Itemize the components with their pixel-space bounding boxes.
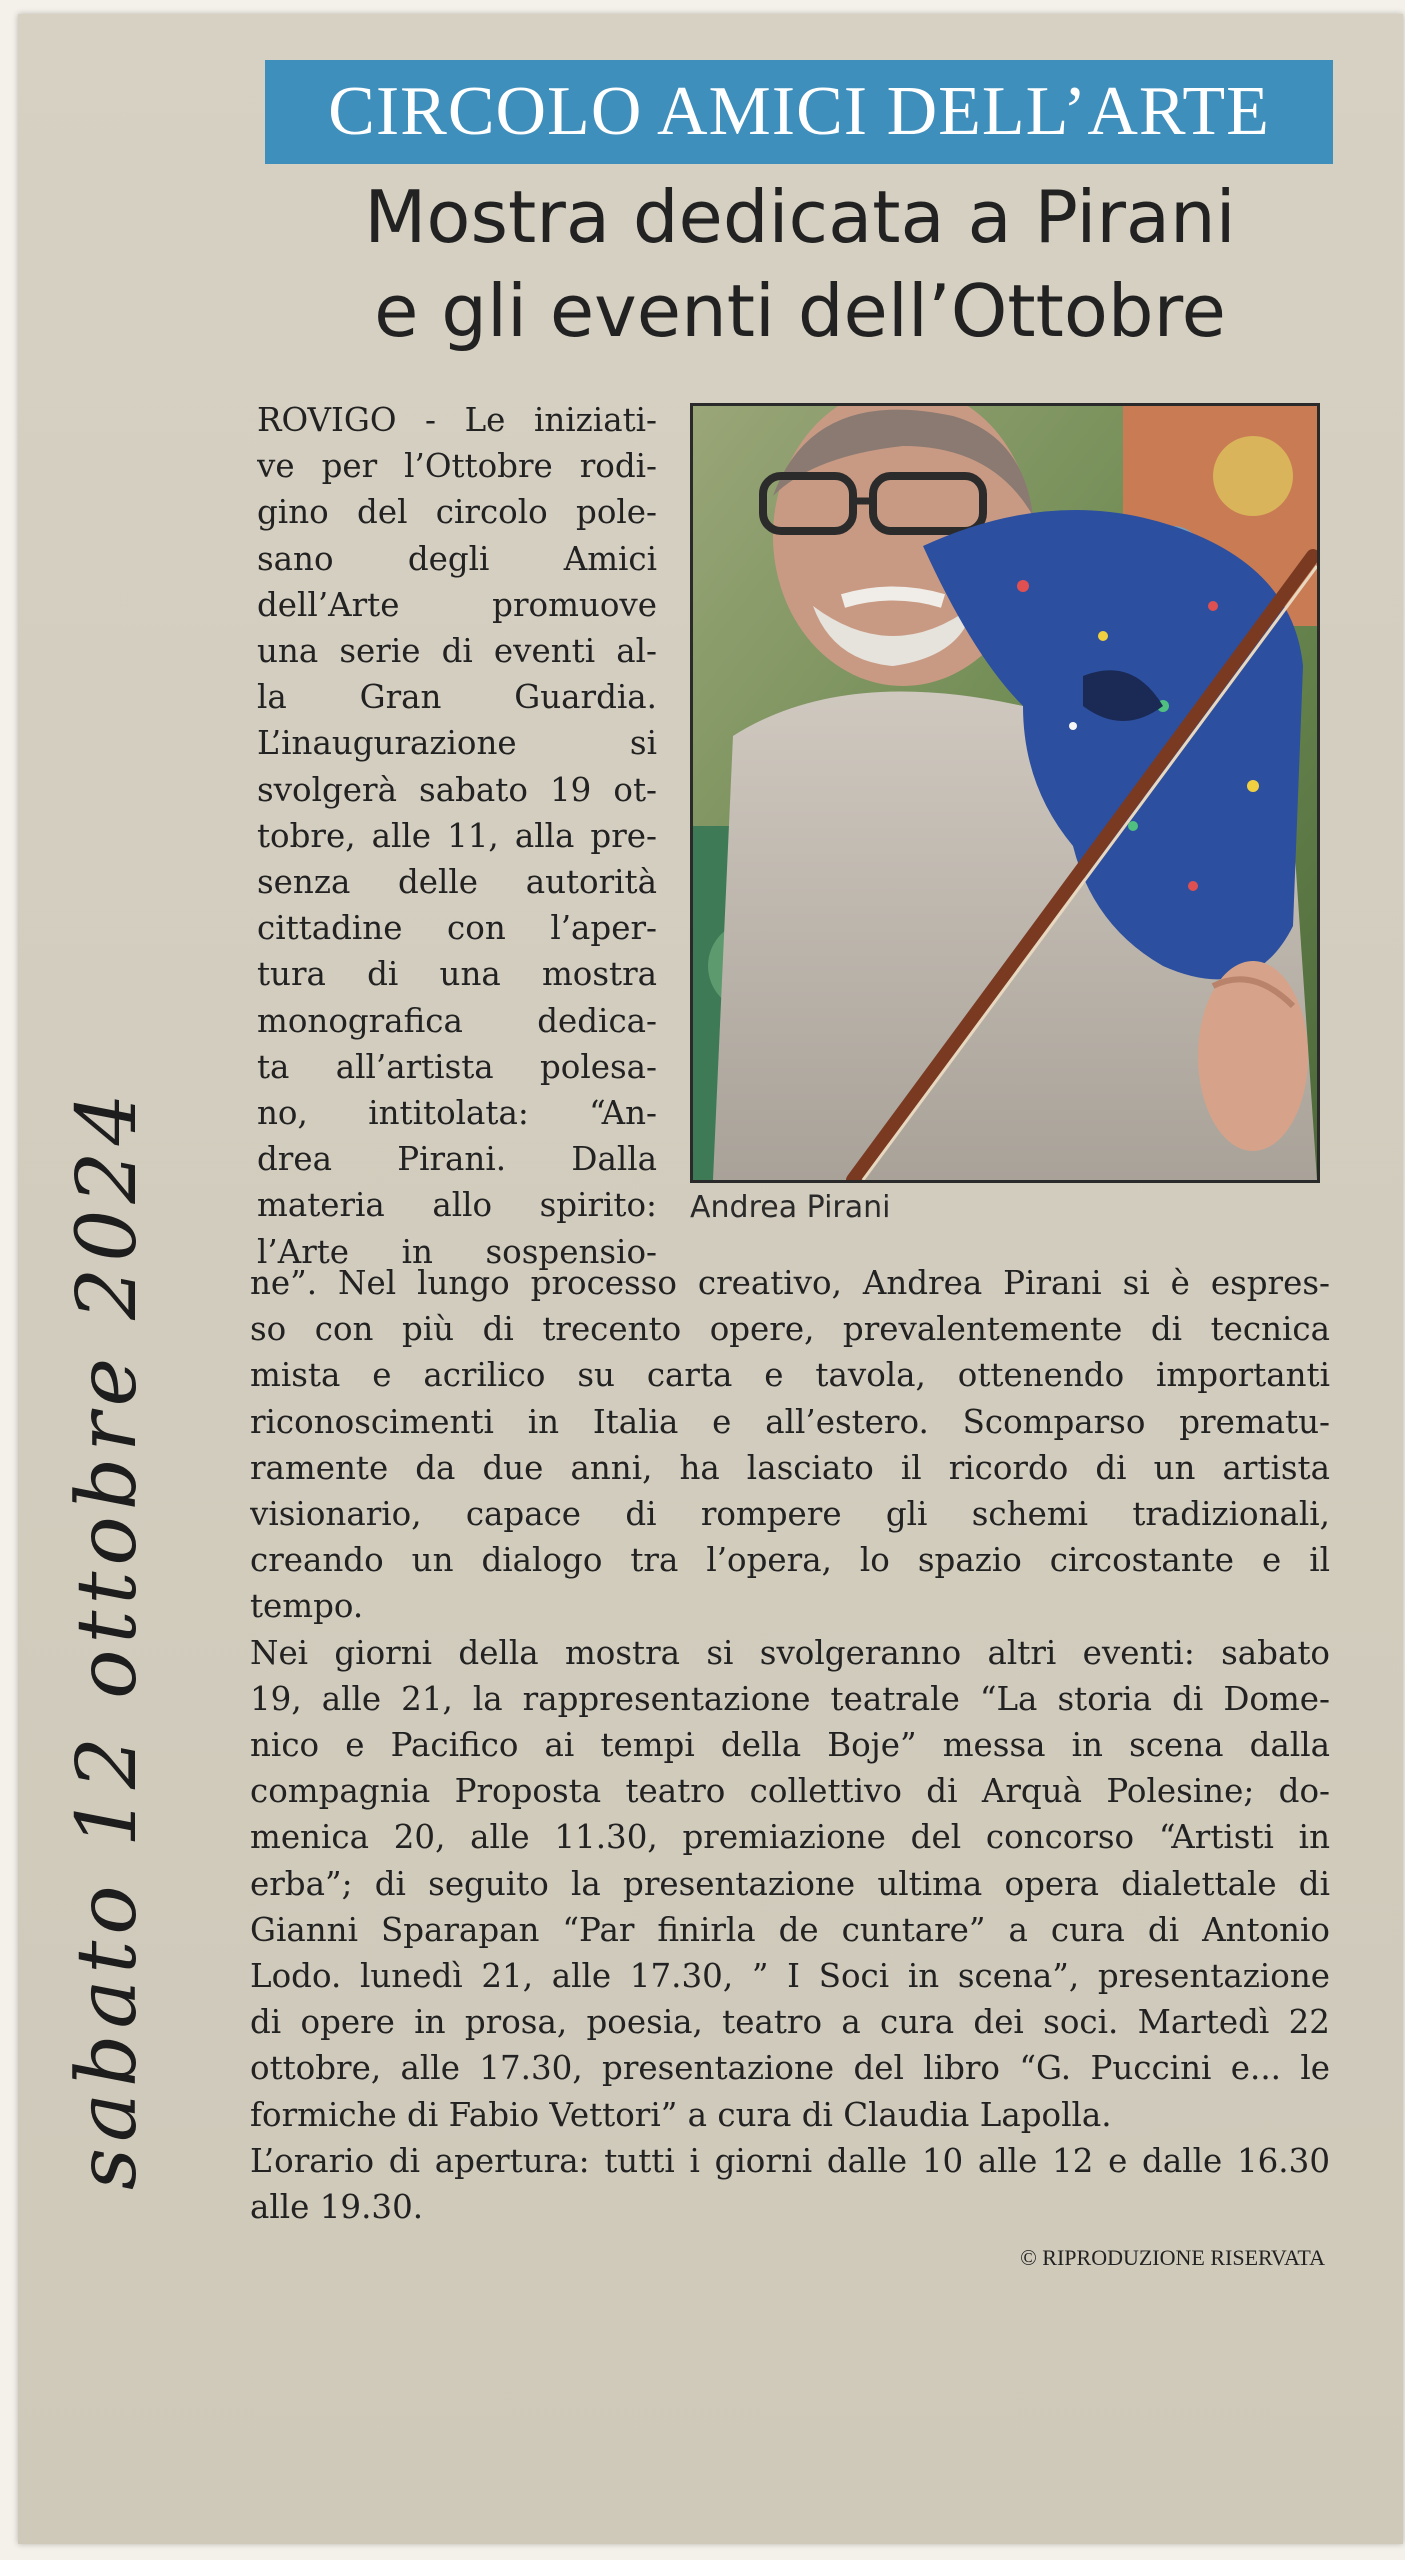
article-text-line: no, intitolata: “An- — [257, 1094, 657, 1133]
article-text-line: creando un dialogo tra l’opera, lo spazio circostante e il — [250, 1541, 1330, 1580]
photo-caption: Andrea Pirani — [690, 1190, 891, 1225]
article-column-wide — [250, 1260, 1330, 2230]
article-text-line: monografica dedica- — [257, 1001, 657, 1040]
article-text-line: dell’Arte promuove — [257, 585, 657, 624]
article-text-line: formiche di Fabio Vettori” a cura di Claudia Lapolla. — [250, 2095, 1112, 2134]
article-text-line: mista e acrilico su carta e tavola, ottenendo importanti — [250, 1356, 1330, 1395]
headline-line-2: e gli eventi dell’Ottobre — [374, 269, 1226, 353]
photo-illustration — [693, 406, 1317, 1180]
article-text-line: Nei giorni della mostra si svolgeranno altri eventi: sabato — [250, 1633, 1330, 1672]
article-text-line: ve per l’Ottobre rodi- — [257, 447, 657, 486]
article-text-line: svolgerà sabato 19 ot- — [257, 770, 657, 809]
article-text-line: nico e Pacifico ai tempi della Boje” messa in scena dalla — [250, 1726, 1330, 1765]
headline — [250, 170, 1350, 358]
article-text-line: Lodo. lunedì 21, alle 17.30, ” I Soci in scena”, presentazione — [250, 1957, 1330, 1996]
article-text-line: una serie di eventi al- — [257, 632, 657, 671]
article-text-line: tobre, alle 11, alla pre- — [257, 816, 657, 855]
article-text-line: visionario, capace di rompere gli schemi tradizionali, — [250, 1495, 1330, 1534]
copyright-notice: © RIPRODUZIONE RISERVATA — [1020, 2245, 1325, 2270]
article-text-line: ramente da due anni, ha lasciato il ricordo di un artista — [250, 1448, 1330, 1487]
article-text-line: alle 19.30. — [250, 2188, 424, 2227]
article-text-line: gino del circolo pole- — [257, 493, 657, 532]
article-column-narrow — [257, 397, 657, 1275]
handwritten-date-note: sabato 12 ottobre 2024 — [60, 1087, 155, 2190]
article-text-line: ta all’artista polesa- — [257, 1047, 657, 1086]
article-text-line: Gianni Sparapan “Par finirla de cuntare” a cura di Antonio — [250, 1910, 1330, 1949]
headline-line-1: Mostra dedicata a Pirani — [364, 175, 1236, 259]
article-text-line: menica 20, alle 11.30, premiazione del concorso “Artisti in — [250, 1818, 1330, 1857]
article-text-line: l’Arte in sospensio- — [257, 1232, 657, 1271]
article-text-line: 19, alle 21, la rappresentazione teatrale “La storia di Dome- — [250, 1679, 1330, 1718]
article-text-line: L’inaugurazione si — [257, 724, 657, 763]
article-text-line: cittadine con l’aper- — [257, 909, 657, 948]
article-text-line: erba”; di seguito la presentazione ultima opera dialettale di — [250, 1864, 1330, 1903]
article-text-line: ne”. Nel lungo processo creativo, Andrea Pirani si è espres- — [250, 1264, 1330, 1302]
section-kicker: CIRCOLO AMICI DELL’ARTE — [265, 60, 1333, 164]
article-photo — [690, 403, 1320, 1183]
article-text-line: compagnia Proposta teatro collettivo di Arquà Polesine; do- — [250, 1772, 1330, 1811]
article-text-line: ROVIGO - Le iniziati- — [257, 401, 657, 439]
article-text-line: drea Pirani. Dalla — [257, 1140, 657, 1179]
article-text-line: tempo. — [250, 1587, 364, 1626]
article-text-line: tura di una mostra — [257, 955, 657, 994]
article-text-line: materia allo spirito: — [257, 1186, 657, 1225]
article-text-line: riconoscimenti in Italia e all’estero. Scomparso prematu- — [250, 1402, 1330, 1441]
article-text-line: sano degli Amici — [257, 539, 657, 578]
article-text-line: di opere in prosa, poesia, teatro a cura dei soci. Martedì 22 — [250, 2003, 1330, 2042]
article-text-line: la Gran Guardia. — [257, 678, 657, 717]
article-text-line: so con più di trecento opere, prevalentemente di tecnica — [250, 1310, 1330, 1349]
article-text-line: L’orario di apertura: tutti i giorni dalle 10 alle 12 e dalle 16.30 — [250, 2141, 1330, 2180]
article-text-line: ottobre, alle 17.30, presentazione del libro “G. Puccini e... le — [250, 2049, 1330, 2088]
article-text-line: senza delle autorità — [257, 863, 657, 902]
